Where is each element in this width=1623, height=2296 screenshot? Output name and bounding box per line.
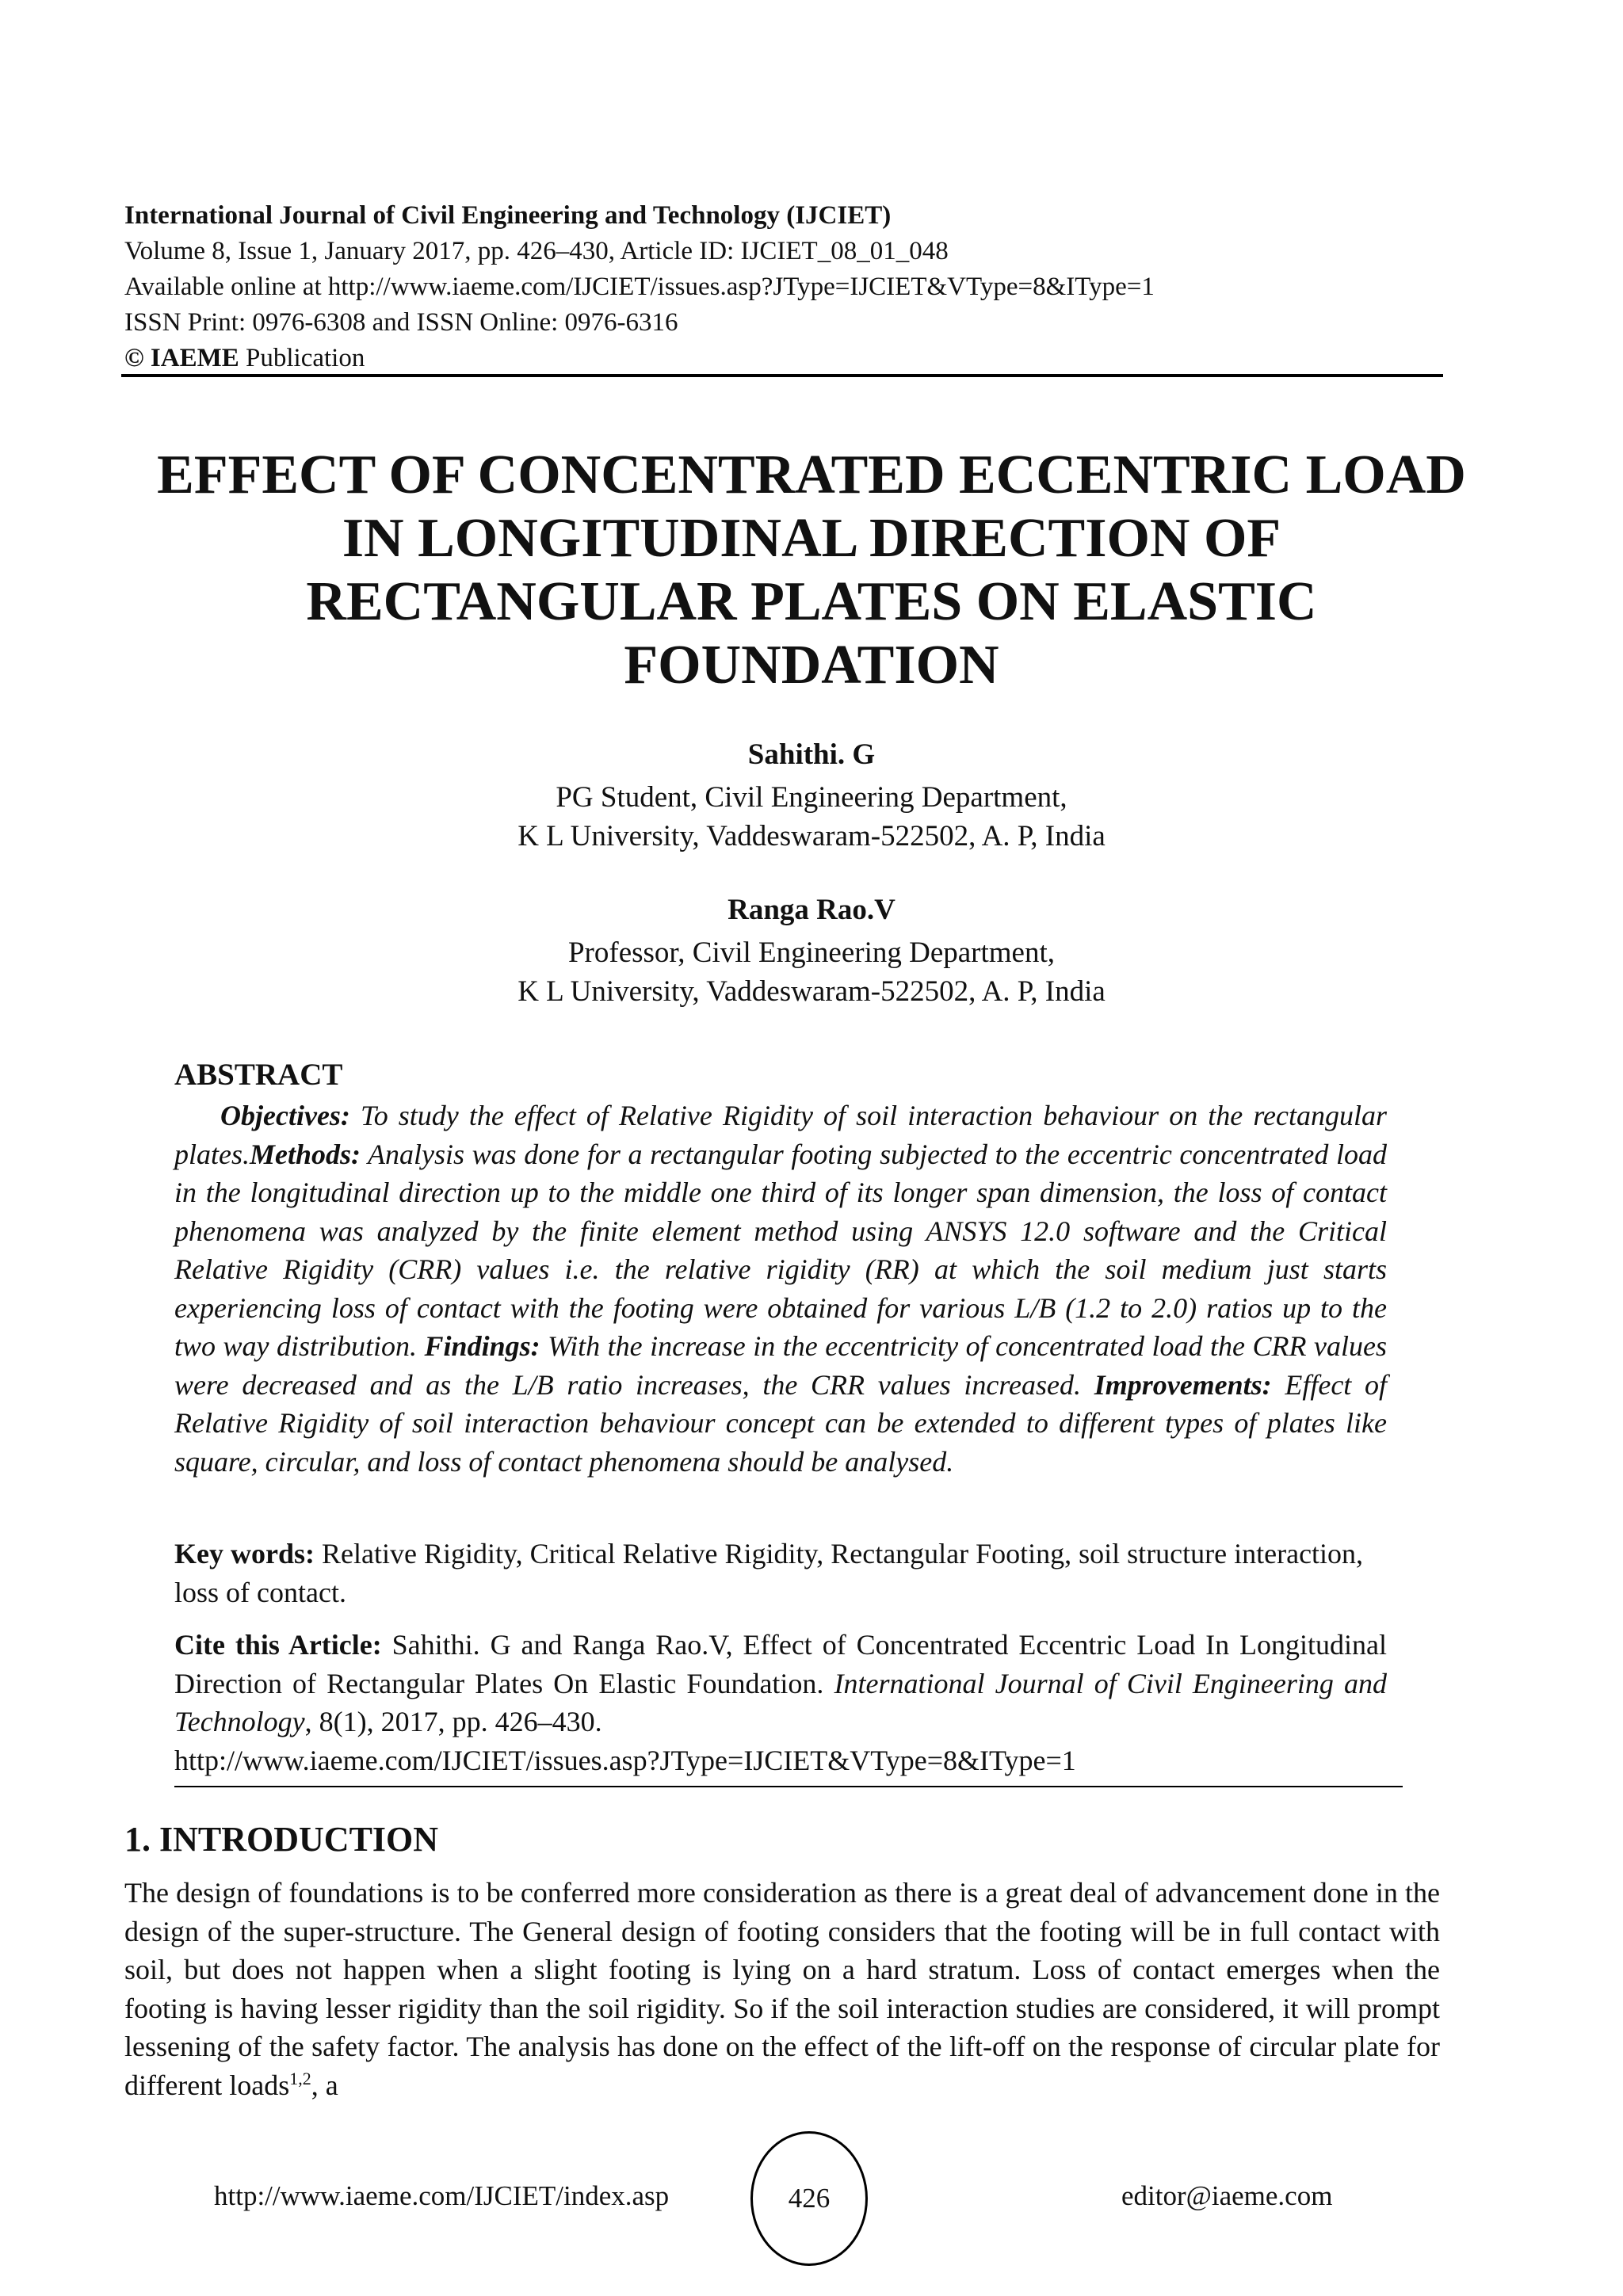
title-line-3: RECTANGULAR PLATES ON ELASTIC (306, 571, 1317, 632)
citation-block (174, 1626, 1387, 1779)
footer-url-link[interactable]: http://www.iaeme.com/IJCIET/index.asp (214, 2180, 670, 2211)
citation-journal: International Journal of Civil Engineering and Technology (174, 1667, 1388, 1737)
citation-url-link[interactable]: http://www.iaeme.com/IJCIET/issues.asp?JType=IJCIET&VType=8&IType=1 (174, 1744, 1076, 1776)
findings-label: Findings: (424, 1330, 540, 1362)
abstract-body (174, 1097, 1387, 1481)
publisher-line (124, 341, 1440, 376)
title-line-2: IN LONGITUDINAL DIRECTION OF (342, 508, 1281, 569)
objectives-label: Objectives: (220, 1100, 350, 1131)
header-divider (121, 374, 1443, 377)
citation-text: Sahithi. G and Ranga Rao.V, Effect of Concentrated Eccentric Load In Longitudinal Direction of Rectangular Plates On Elastic Foundation. (174, 1629, 1388, 1699)
citation-divider (174, 1786, 1403, 1787)
keywords-text: Relative Rigidity, Critical Relative Rigidity, Rectangular Footing, soil structure interaction, loss of contact. (174, 1538, 1364, 1608)
citation-details: , 8(1), 2017, pp. 426–430. (304, 1706, 602, 1737)
author-name: Ranga Rao.V (727, 894, 896, 926)
introduction-tail: , a (311, 2069, 338, 2101)
improvements-text: Effect of Relative Rigidity of soil interaction behaviour concept can be extended to different types of plates like square, circular, and loss of contact phenomena should be analysed. (174, 1368, 1387, 1478)
journal-header (124, 198, 1440, 376)
journal-name: International Journal of Civil Engineering and Technology (IJCIET) (124, 201, 892, 230)
author-affiliation-2: K L University, Vaddeswaram-522502, A. P, India (517, 975, 1106, 1008)
author-name: Sahithi. G (747, 738, 876, 771)
paper-title (79, 444, 1544, 697)
abstract-heading: ABSTRACT (174, 1058, 343, 1092)
page-number: 426 (788, 2183, 831, 2214)
issn-line: ISSN Print: 0976-6308 and ISSN Online: 0976-6316 (124, 308, 678, 337)
author-affiliation-1: Professor, Civil Engineering Department, (567, 936, 1056, 969)
volume-line: Volume 8, Issue 1, January 2017, pp. 426–430, Article ID: IJCIET_08_01_048 (124, 237, 949, 265)
methods-label: Methods: (250, 1138, 361, 1170)
reference-superscript: 1,2 (289, 2068, 311, 2088)
available-online-line: Available online at http://www.iaeme.com/IJCIET/issues.asp?JType=IJCIET&VType=8&IType=1 (124, 273, 1155, 301)
improvements-label: Improvements: (1094, 1368, 1272, 1401)
author-block-1 (79, 735, 1544, 856)
copyright-symbol: © (124, 344, 144, 372)
introduction-body (124, 1874, 1440, 2104)
keywords-label: Key words: (174, 1538, 315, 1569)
keywords-block (174, 1535, 1387, 1611)
publisher-suffix: Publication (246, 344, 365, 372)
title-line-1: EFFECT OF CONCENTRATED ECCENTRIC LOAD (157, 444, 1466, 505)
author-block-2 (79, 891, 1544, 1011)
objectives-text: To study the effect of Relative Rigidity of soil interaction behaviour on the rectangular plates. (174, 1100, 1387, 1170)
publisher-name: IAEME (150, 344, 239, 372)
introduction-heading: 1. INTRODUCTION (124, 1820, 439, 1859)
introduction-text: The design of foundations is to be conferred more consideration as there is a great deal of advancement done in the design of the super-structure. The General design of footing considers that the footing will be in full contact with soil, but does not happen when a slight footing is lying on a hard stratum. Loss of contact emerges when the footing is having lesser rigidity than the soil rigidity. So if the soil interaction studies are considered, it will prompt lessening of the safety factor. The analysis has done on the effect of the lift-off on the response of circular plate for different loads (124, 1877, 1440, 2101)
page-number-circle (750, 2131, 868, 2266)
footer-email-link[interactable]: editor@iaeme.com (1121, 2180, 1333, 2211)
methods-text: Analysis was done for a rectangular footing subjected to the eccentric concentrated load in the longitudinal direction up to the middle one third of its longer span dimension, the loss of contact phenomena was analyzed by the finite element method using ANSYS 12.0 software and the Critical Relative Rigidity (CRR) values i.e. the relative rigidity (RR) at which the soil medium just starts experiencing loss of contact with the footing were obtained for various L/B (1.2 to 2.0) ratios up to the two way distribution. (174, 1138, 1387, 1362)
author-affiliation-2: K L University, Vaddeswaram-522502, A. P, India (517, 820, 1106, 852)
findings-text: With the increase in the eccentricity of concentrated load the CRR values were decreased and as the L/B ratio increases, the CRR values increased. (174, 1330, 1387, 1401)
title-line-4: FOUNDATION (624, 635, 999, 696)
citation-label: Cite this Article: (174, 1629, 382, 1661)
author-affiliation-1: PG Student, Civil Engineering Department, (556, 781, 1067, 814)
